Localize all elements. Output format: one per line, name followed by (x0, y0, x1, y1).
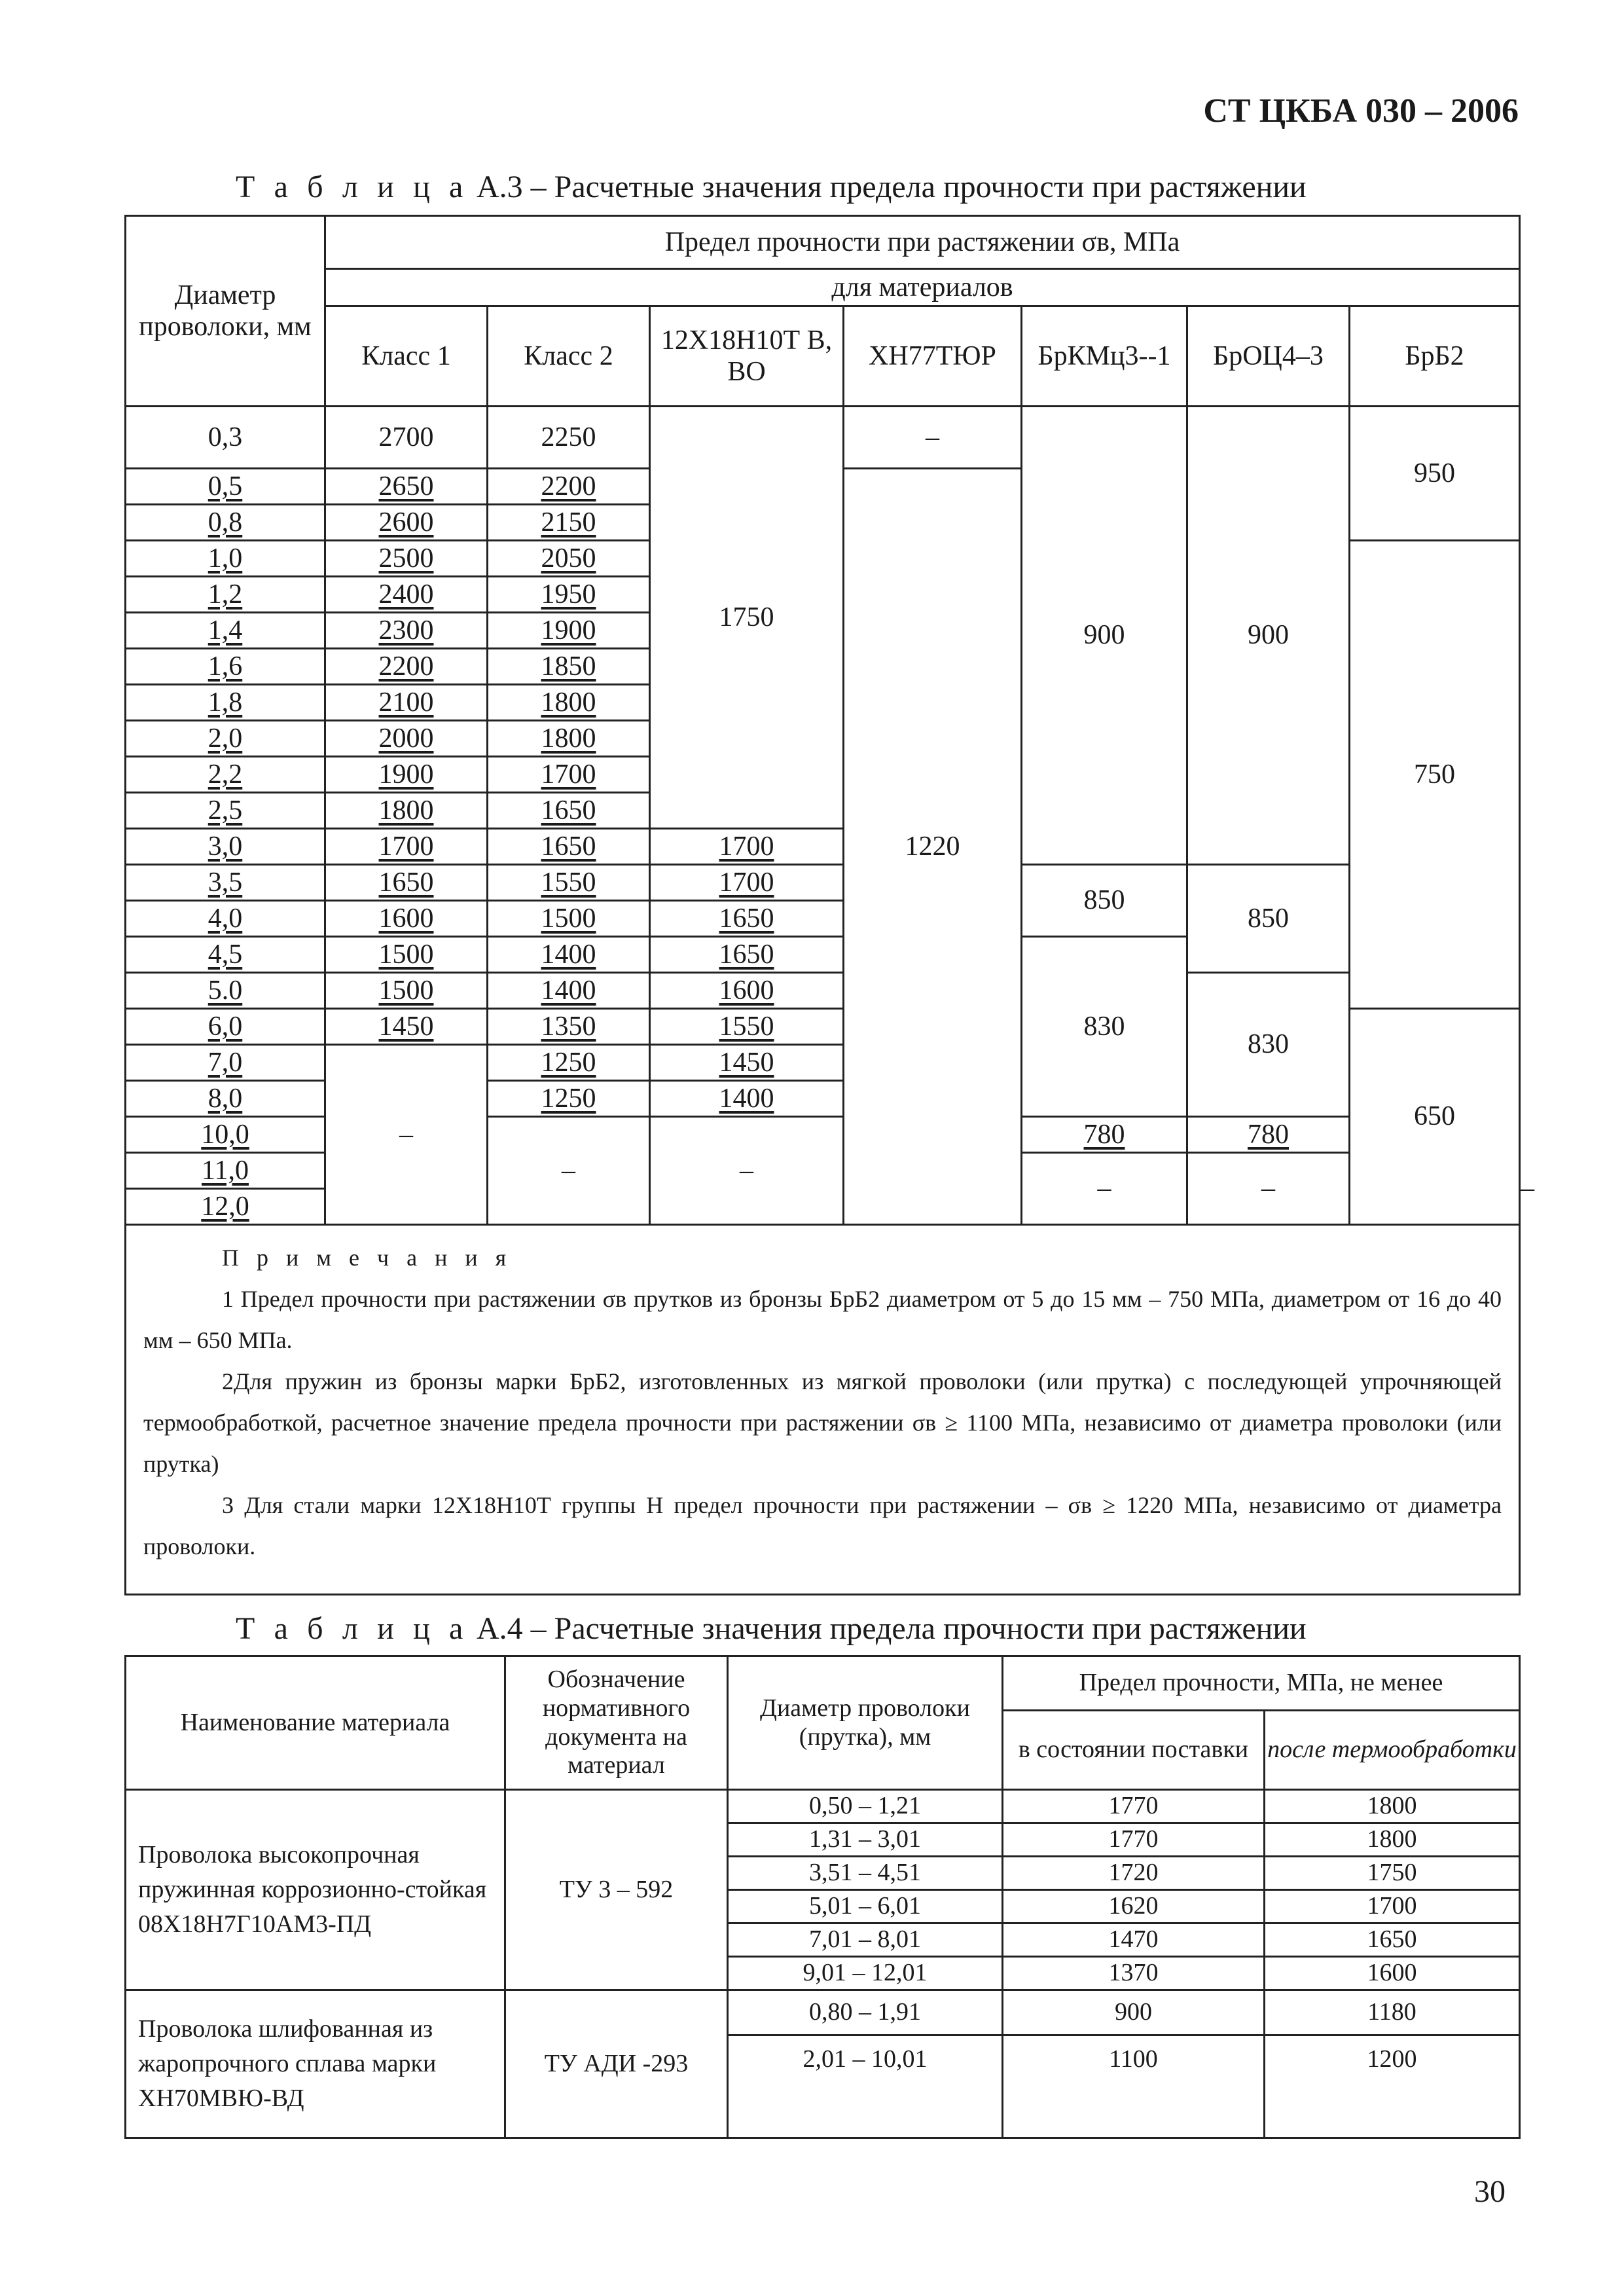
class1-cell: 2000 (325, 721, 488, 757)
diameter-range-cell: 7,01 – 8,01 (728, 1923, 1003, 1957)
table-a3: Диаметр проволоки, мм Предел прочности при растяжении σв, МПа для материалов Класс 1 Класс 2 12Х18Н10Т В, ВО ХН77ТЮР БрКМц3--1 БрОЦ4–3 БрБ2 0,3 2700 2250 1750 – 900 900 950 0,5 2650 2200 1220 0,8 2600 2150 1,0 2500 2050 750 1,2 2400 1950 1,4 2300 1900 1,6 2200 1850 1,8 2100 1800 2,0 2000 1800 2,2 1900 1700 2,5 1800 1650 3,0 1700 1650 1700 3,5 1650 1550 1700 850 850 4,0 1600 1500 1650 4,5 1500 1400 1650 830 5.0 1500 1400 1600 830 6,0 1450 1350 1550 650 7,0 – 1250 1450 8,0 1250 1400 10,0 – – 780 780 11,0 – – – 12,0 П р и м е ч а н и я 1 Предел прочности при растяжении σв прутков из бронзы БрБ2 диаметром от 5 до 15 мм – 750 МПа, диаметром от 16 до 40 мм – 650 МПа. 2Для пружин из бронзы марки БрБ2, изготовленных из мягкой проволоки (или прутка) с последующей упрочняющей термообработкой, расчетное значение предела прочности при растяжении σв ≥ 1100 МПа, независимо от диаметра проволоки (или прутка) 3 Для стали марки 12Х18Н10Т группы Н предел прочности при растяжении – σв ≥ 1220 МПа, независимо от диаметра проволоки. (124, 215, 1521, 1595)
strength-after-cell: 1650 (1265, 1923, 1520, 1957)
class1-cell: 1800 (325, 793, 488, 829)
class2-cell: 1800 (488, 721, 650, 757)
header-delivered: в состоянии поставки (1003, 1711, 1265, 1790)
class1-cell: 2200 (325, 649, 488, 685)
caption-text: А.4 – Расчетные значения предела прочности при растяжении (477, 1611, 1307, 1646)
diameter-cell: 1,0 (126, 541, 325, 577)
strength-delivered-cell: 1770 (1003, 1823, 1265, 1857)
strength-after-cell: 1600 (1265, 1957, 1520, 1990)
class2-cell: 2150 (488, 505, 650, 541)
class1-cell: 1900 (325, 757, 488, 793)
diameter-cell: 0,5 (126, 469, 325, 505)
strength-delivered-cell: 1770 (1003, 1790, 1265, 1823)
steel-cell: 1550 (650, 1009, 844, 1045)
steel-cell: 1400 (650, 1081, 844, 1117)
caption-text: А.3 – Расчетные значения предела прочности при растяжении (477, 170, 1307, 204)
brkmc-merged-cell: 830 (1022, 937, 1187, 1117)
brb2-merged-cell: 650 (1350, 1009, 1520, 1225)
diameter-range-cell: 3,51 – 4,51 (728, 1857, 1003, 1890)
steel-dash-cell: – (650, 1117, 844, 1225)
strength-after-cell: 1200 (1265, 2035, 1520, 2138)
strength-delivered-cell: 1620 (1003, 1890, 1265, 1923)
brkmc-merged-cell: 900 (1022, 407, 1187, 865)
class1-cell: 2300 (325, 613, 488, 649)
steel-cell: 1450 (650, 1045, 844, 1081)
class2-cell: 1650 (488, 829, 650, 865)
class1-cell: 1500 (325, 973, 488, 1009)
diameter-cell: 1,8 (126, 685, 325, 721)
diameter-cell: 0,3 (126, 407, 325, 469)
class1-cell: 2700 (325, 407, 488, 469)
class2-cell: 1400 (488, 937, 650, 973)
class2-cell: 1250 (488, 1081, 650, 1117)
steel-cell: 1650 (650, 937, 844, 973)
strength-after-cell: 1750 (1265, 1857, 1520, 1890)
diameter-cell: 0,8 (126, 505, 325, 541)
class2-dash-cell: – (488, 1117, 650, 1225)
strength-after-cell: 1800 (1265, 1790, 1520, 1823)
class2-cell: 1250 (488, 1045, 650, 1081)
table-a3-caption (236, 169, 1307, 205)
diameter-range-cell: 9,01 – 12,01 (728, 1957, 1003, 1990)
diameter-cell: 1,6 (126, 649, 325, 685)
header-wire-diameter: Диаметр проволоки (прутка), мм (728, 1656, 1003, 1790)
diameter-cell: 2,2 (126, 757, 325, 793)
class1-cell: 1500 (325, 937, 488, 973)
brots-merged-cell: 850 (1187, 865, 1350, 973)
strength-delivered-cell: 1370 (1003, 1957, 1265, 1990)
header-material: Класс 1 (325, 306, 488, 407)
notes-title: П р и м е ч а н и я (222, 1245, 513, 1271)
normative-doc-cell: ТУ АДИ -293 (505, 1990, 728, 2138)
notes-block (126, 1225, 1520, 1595)
header-strength-group: Предел прочности при растяжении σв, МПа (325, 216, 1520, 269)
brots-cell: 780 (1187, 1117, 1350, 1153)
normative-doc-cell: ТУ 3 – 592 (505, 1790, 728, 1990)
diameter-cell: 1,2 (126, 577, 325, 613)
diameter-cell: 2,5 (126, 793, 325, 829)
brb2-merged-cell: 750 (1350, 541, 1520, 1009)
class2-cell: 2050 (488, 541, 650, 577)
class2-cell: 1700 (488, 757, 650, 793)
diameter-cell: 8,0 (126, 1081, 325, 1117)
strength-delivered-cell: 1470 (1003, 1923, 1265, 1957)
diameter-cell: 10,0 (126, 1117, 325, 1153)
table-a4 (124, 1655, 1521, 2139)
brkmc-merged-cell: 850 (1022, 865, 1187, 937)
class2-cell: 1400 (488, 973, 650, 1009)
page-number: 30 (1474, 2174, 1506, 2209)
diameter-range-cell: 0,80 – 1,91 (728, 1990, 1003, 2035)
diameter-cell: 2,0 (126, 721, 325, 757)
brb2-merged-cell: 950 (1350, 407, 1520, 541)
diameter-cell: 12,0 (126, 1189, 325, 1225)
steel-cell: 1700 (650, 865, 844, 901)
table-a4-caption (236, 1611, 1307, 1647)
class1-cell: 1700 (325, 829, 488, 865)
class1-cell: 2100 (325, 685, 488, 721)
class2-cell: 1350 (488, 1009, 650, 1045)
strength-after-cell: 1700 (1265, 1890, 1520, 1923)
class2-cell: 1850 (488, 649, 650, 685)
class1-cell: 2600 (325, 505, 488, 541)
class1-cell: 1450 (325, 1009, 488, 1045)
hn77-dash-cell: – (844, 407, 1022, 469)
caption-prefix: Т а б л и ц а (236, 1611, 469, 1646)
strength-delivered-cell: 1720 (1003, 1857, 1265, 1890)
diameter-cell: 11,0 (126, 1153, 325, 1189)
diameter-cell: 3,5 (126, 865, 325, 901)
class2-cell: 2250 (488, 407, 650, 469)
diameter-range-cell: 1,31 – 3,01 (728, 1823, 1003, 1857)
diameter-cell: 4,5 (126, 937, 325, 973)
class1-cell: 1650 (325, 865, 488, 901)
hn77-merged-cell: 1220 (844, 469, 1022, 1225)
brkmc-cell: 780 (1022, 1117, 1187, 1153)
steel-merged-cell: 1750 (650, 407, 844, 829)
class2-cell: 1550 (488, 865, 650, 901)
strength-after-cell: 1800 (1265, 1823, 1520, 1857)
strength-delivered-cell: 900 (1003, 1990, 1265, 2035)
brkmc-dash-cell: – (1187, 1153, 1350, 1225)
class2-cell: 1500 (488, 901, 650, 937)
note-item: 1 Предел прочности при растяжении σв прутков из бронзы БрБ2 диаметром от 5 до 15 мм – 750 МПа, диаметром от 16 до 40 мм – 650 МПа. (143, 1286, 1502, 1353)
class2-cell: 1650 (488, 793, 650, 829)
header-material: БрБ2 (1350, 306, 1520, 407)
diameter-range-cell: 5,01 – 6,01 (728, 1890, 1003, 1923)
header-material: 12Х18Н10Т В, ВО (650, 306, 844, 407)
class1-dash-cell: – (325, 1045, 488, 1225)
header-materials-group: для материалов (325, 269, 1520, 306)
diameter-cell: 7,0 (126, 1045, 325, 1081)
strength-delivered-cell: 1100 (1003, 2035, 1265, 2138)
steel-cell: 1600 (650, 973, 844, 1009)
diameter-cell: 6,0 (126, 1009, 325, 1045)
class1-cell: 2400 (325, 577, 488, 613)
diameter-cell: 1,4 (126, 613, 325, 649)
header-material: ХН77ТЮР (844, 306, 1022, 407)
diameter-cell: 3,0 (126, 829, 325, 865)
header-strength: Предел прочности, МПа, не менее (1003, 1656, 1520, 1711)
diameter-cell: 4,0 (126, 901, 325, 937)
caption-prefix: Т а б л и ц а (236, 170, 469, 204)
brots-merged-cell: 830 (1187, 973, 1350, 1117)
header-diameter: Диаметр проволоки, мм (126, 216, 325, 407)
note-item: 3 Для стали марки 12Х18Н10Т группы Н предел прочности при растяжении – σв ≥ 1220 МПа, независимо от диаметра проволоки. (143, 1492, 1502, 1559)
header-material: БрОЦ4–3 (1187, 306, 1350, 407)
diameter-range-cell: 2,01 – 10,01 (728, 2035, 1003, 2138)
header-after-heat: после термообработки (1265, 1711, 1520, 1790)
header-material: Класс 2 (488, 306, 650, 407)
steel-cell: 1700 (650, 829, 844, 865)
class2-cell: 1900 (488, 613, 650, 649)
header-material: БрКМц3--1 (1022, 306, 1187, 407)
hn77-dash-cell: – (1022, 1153, 1187, 1225)
material-name-cell: Проволока шлифованная из жаропрочного сплава марки ХН70МВЮ-ВД (126, 1990, 505, 2138)
class1-cell: 2650 (325, 469, 488, 505)
document-code: СТ ЦКБА 030 – 2006 (1203, 92, 1519, 130)
diameter-cell: 5.0 (126, 973, 325, 1009)
class2-cell: 1950 (488, 577, 650, 613)
diameter-range-cell: 0,50 – 1,21 (728, 1790, 1003, 1823)
class2-cell: 2200 (488, 469, 650, 505)
steel-cell: 1650 (650, 901, 844, 937)
material-name-cell: Проволока высокопрочная пружинная коррозионно-стойкая 08Х18Н7Г10АМ3-ПД (126, 1790, 505, 1990)
note-item: 2Для пружин из бронзы марки БрБ2, изготовленных из мягкой проволоки (или прутка) с последующей упрочняющей термообработкой, расчетное значение предела прочности при растяжении σв ≥ 1100 МПа, независимо от диаметра проволоки (или прутка) (143, 1368, 1502, 1477)
header-material-name: Наименование материала (126, 1656, 505, 1790)
class2-cell: 1800 (488, 685, 650, 721)
brots-merged-cell: 900 (1187, 407, 1350, 865)
class1-cell: 2500 (325, 541, 488, 577)
class1-cell: 1600 (325, 901, 488, 937)
strength-after-cell: 1180 (1265, 1990, 1520, 2035)
header-normative-doc: Обозначение нормативного документа на материал (505, 1656, 728, 1790)
